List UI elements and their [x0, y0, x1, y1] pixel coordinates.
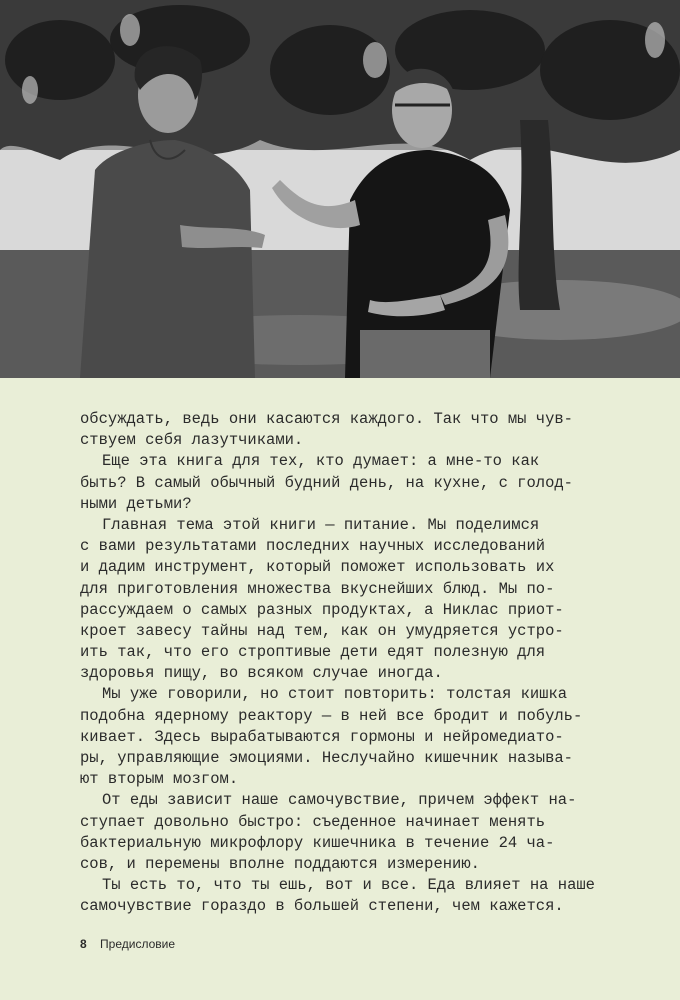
- text-line: с вами результатами последних научных исследований: [80, 537, 546, 556]
- paragraph-first-line: От еды зависит наше самочувствие, причем эффект на-: [102, 791, 577, 810]
- photo-two-men-under-tree-icon: [0, 0, 680, 378]
- text-line: сов, и перемены вполне поддаются измерению.: [80, 854, 480, 873]
- text-line: обсуждать, ведь они касаются каждого. Так что мы чув-: [80, 410, 573, 428]
- header-photo: [0, 0, 680, 378]
- text-line: ры, управляющие эмоциями. Неслучайно кишечник называ-: [80, 749, 573, 767]
- body-text: [80, 409, 620, 918]
- page-number: 8: [80, 937, 87, 951]
- text-line: кроет завесу тайны над тем, как он умудряется устро-: [80, 621, 564, 640]
- text-line: кивает. Здесь вырабатываются гормоны и нейромедиато-: [80, 727, 564, 746]
- text-line: самочувствие гораздо в большей степени, чем кажется.: [80, 897, 564, 916]
- paragraph-first-line: Мы уже говорили, но стоит повторить: толстая кишка: [102, 685, 568, 704]
- text-line: и дадим инструмент, который поможет использовать их: [80, 558, 555, 577]
- text-line: бактериальную микрофлору кишечника в течение 24 ча-: [80, 833, 555, 852]
- text-line: ить так, что его строптивые дети едят полезную для: [80, 643, 546, 662]
- text-line: рассуждаем о самых разных продуктах, а Никлас приот-: [80, 600, 564, 619]
- text-line: ствуем себя лазутчиками.: [80, 431, 304, 450]
- text-line: здоровья пищу, во всяком случае иногда.: [80, 664, 443, 683]
- text-line: ют вторым мозгом.: [80, 770, 239, 789]
- paragraph-first-line: Ты есть то, что ты ешь, вот и все. Еда влияет на наше: [102, 876, 595, 895]
- page-footer: [80, 937, 175, 951]
- text-line: подобна ядерному реактору — в ней все бродит и побуль-: [80, 706, 583, 725]
- paragraph-first-line: Главная тема этой книги — питание. Мы поделимся: [102, 515, 540, 534]
- text-line: ными детьми?: [80, 494, 192, 513]
- text-line: быть? В самый обычный будний день, на кухне, с голод-: [80, 473, 573, 492]
- section-title: Предисловие: [100, 937, 176, 951]
- text-line: ступает довольно быстро: съеденное начинает менять: [80, 812, 546, 831]
- text-line: для приготовления множества вкуснейших блюд. Мы по-: [80, 579, 555, 598]
- paragraph-first-line: Еще эта книга для тех, кто думает: а мне-то как: [102, 452, 540, 471]
